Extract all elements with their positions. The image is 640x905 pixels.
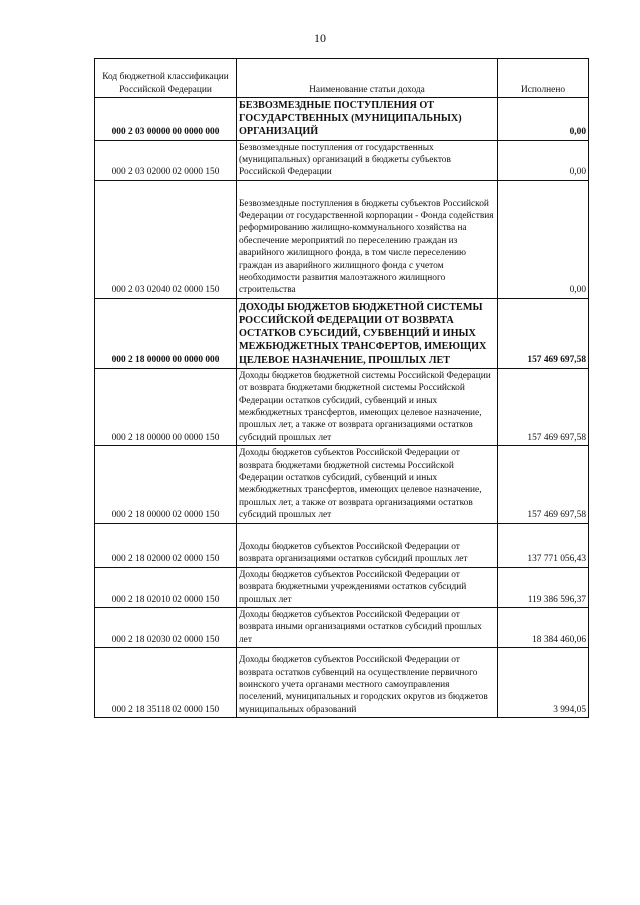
row-name: Безвозмездные поступления от государственных (муниципальных) организаций в бюджеты субъектов Российской Федерации — [237, 140, 498, 180]
table-row — [95, 607, 589, 647]
table-row — [95, 140, 589, 180]
row-value: 119 386 596,37 — [498, 567, 589, 607]
row-code: 000 2 18 02010 02 0000 150 — [95, 567, 237, 607]
row-value: 0,00 — [498, 98, 589, 141]
table-row — [95, 567, 589, 607]
row-value: 18 384 460,06 — [498, 607, 589, 647]
row-value: 137 771 056,43 — [498, 523, 589, 567]
table-row — [95, 180, 589, 298]
row-value: 157 469 697,58 — [498, 446, 589, 523]
header-value: Исполнено — [498, 59, 589, 98]
row-name: Доходы бюджетов субъектов Российской Федерации от возврата остатков субвенций на осуществление первичного воинского учета органами местного самоуправления поселений, муниципальных и городских округов из бюджетов муниципальных образований — [237, 648, 498, 718]
row-code: 000 2 03 02040 02 0000 150 — [95, 180, 237, 298]
row-value: 3 994,05 — [498, 648, 589, 718]
section-row — [95, 298, 589, 368]
page-number: 10 — [314, 31, 326, 45]
table-row — [95, 523, 589, 567]
row-code: 000 2 18 35118 02 0000 150 — [95, 648, 237, 718]
row-name: Доходы бюджетов субъектов Российской Федерации от возврата иными организациями остатков субсидий прошлых лет — [237, 607, 498, 647]
row-code: 000 2 03 02000 02 0000 150 — [95, 140, 237, 180]
table-row — [95, 648, 589, 718]
row-value: 0,00 — [498, 180, 589, 298]
row-name: Безвозмездные поступления в бюджеты субъектов Российской Федерации от государственной корпорации - Фонда содействия реформированию жилищно-коммунального хозяйства на обеспечение мероприятий по переселению граждан из аварийного жилищного фонда, в том числе переселению граждан из аварийного жилищного фонда с учетом необходимости развития малоэтажного жилищного строительства — [237, 180, 498, 298]
row-name: Доходы бюджетов субъектов Российской Федерации от возврата бюджетами бюджетной системы Российской Федерации остатков субсидий, субвенций и иных межбюджетных трансфертов, имеющих целевое назначение, прошлых лет, а также от возврата организациями остатков субсидий прошлых лет — [237, 446, 498, 523]
row-name: Доходы бюджетов субъектов Российской Федерации от возврата бюджетными учреждениями остатков субсидий прошлых лет — [237, 567, 498, 607]
row-value: 157 469 697,58 — [498, 298, 589, 368]
row-code: 000 2 18 02000 02 0000 150 — [95, 523, 237, 567]
row-code: 000 2 18 02030 02 0000 150 — [95, 607, 237, 647]
row-code: 000 2 18 00000 00 0000 000 — [95, 298, 237, 368]
row-name: БЕЗВОЗМЕЗДНЫЕ ПОСТУПЛЕНИЯ ОТ ГОСУДАРСТВЕННЫХ (МУНИЦИПАЛЬНЫХ) ОРГАНИЗАЦИЙ — [237, 98, 498, 141]
row-code: 000 2 03 00000 00 0000 000 — [95, 98, 237, 141]
row-name: Доходы бюджетов субъектов Российской Федерации от возврата организациями остатков субсидий прошлых лет — [237, 523, 498, 567]
row-code: 000 2 18 00000 02 0000 150 — [95, 446, 237, 523]
row-value: 157 469 697,58 — [498, 368, 589, 445]
row-code: 000 2 18 00000 00 0000 150 — [95, 368, 237, 445]
row-value: 0,00 — [498, 140, 589, 180]
table-row — [95, 446, 589, 523]
header-code: Код бюджетной классификации Российской Федерации — [95, 59, 237, 98]
table-row — [95, 368, 589, 445]
revenue-table — [94, 58, 589, 718]
table-header-row — [95, 59, 589, 98]
header-name: Наименование статьи дохода — [237, 59, 498, 98]
row-name: Доходы бюджетов бюджетной системы Российской Федерации от возврата бюджетами бюджетной системы Российской Федерации остатков субсидий, субвенций и иных межбюджетных трансфертов, имеющих целевое назначение, прошлых лет, а также от возврата организациями остатков субсидий прошлых лет — [237, 368, 498, 445]
section-row — [95, 98, 589, 141]
row-name: ДОХОДЫ БЮДЖЕТОВ БЮДЖЕТНОЙ СИСТЕМЫ РОССИЙСКОЙ ФЕДЕРАЦИИ ОТ ВОЗВРАТА ОСТАТКОВ СУБСИДИЙ, СУБВЕНЦИЙ И ИНЫХ МЕЖБЮДЖЕТНЫХ ТРАНСФЕРТОВ, ИМЕЮЩИХ ЦЕЛЕВОЕ НАЗНАЧЕНИЕ, ПРОШЛЫХ ЛЕТ — [237, 298, 498, 368]
